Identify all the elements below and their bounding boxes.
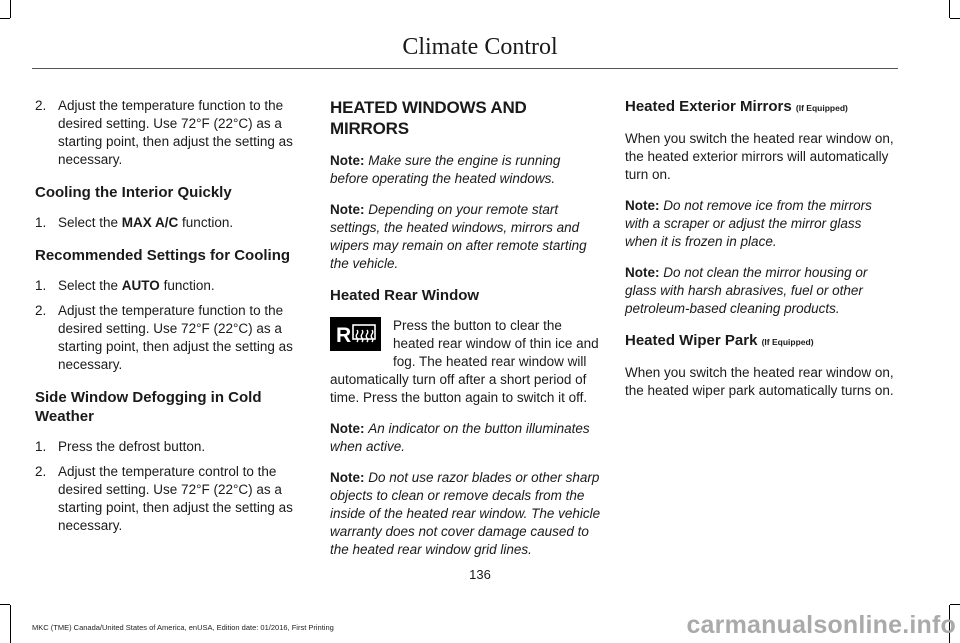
note [330,201,602,273]
page-title: Climate Control [402,34,558,60]
if-equipped-label: (If Equipped) [761,337,814,347]
note-text: Do not clean the mirror housing or glass with harsh abrasives, fuel or other petroleum-based cleaning products. [625,265,868,316]
note-text: Depending on your remote start settings, the heated windows, mirrors and wipers may remain on after remote starting the vehicle. [330,202,587,271]
note-text: Do not remove ice from the mirrors with a scraper or adjust the mirror glass when it is frozen in place. [625,198,872,249]
mirrors-paragraph: When you switch the heated rear window on, the heated exterior mirrors will automatically turn on. [625,131,894,182]
column-middle [330,97,602,572]
note-label: Note: [625,265,660,280]
crop-mark [950,18,960,19]
column-right [625,97,897,413]
note [330,420,602,456]
rear-defrost-icon [330,317,381,351]
step-text: Adjust the temperature function to the desired setting. Use 72°F (22°C) as a starting point, then adjust the setting as necessary. [58,303,293,372]
note-text: Make sure the engine is running before operating the heated windows. [330,153,561,186]
step-text: Adjust the temperature function to the desired setting. Use 72°F (22°C) as a starting point, then adjust the setting as necessary. [58,98,293,167]
wiper-paragraph: When you switch the heated rear window on, the heated wiper park automatically turns on. [625,365,894,398]
step-number: 2. [35,303,47,318]
step-text: Select the [58,215,122,230]
watermark: carmanualsonline.info [686,611,956,639]
note-label: Note: [330,153,365,168]
rear-window-text: Press the button to clear the heated rear window of thin ice and fog. The heated rear window will automatically turn off after a short period of time. Press the button again to switch it off. [330,318,599,405]
rear-window-paragraph [330,317,602,407]
step-number: 1. [35,215,47,230]
steps-list [35,214,307,232]
list-item [35,438,307,456]
note [625,264,897,318]
crop-mark [949,0,950,18]
step-text: function. [178,215,234,230]
crop-mark [0,604,10,605]
page-number: 136 [469,567,491,582]
list-item [35,302,307,374]
side-window-defogging-heading: Side Window Defogging in Cold Weather [35,389,262,425]
rear-defrost-icon-graphic [333,320,379,348]
heated-mirrors-heading [625,97,897,118]
step-number: 2. [35,98,47,113]
keyword: AUTO [121,278,160,293]
heading-text: Heated Exterior Mirrors [625,98,792,115]
heated-wiper-park-heading [625,331,897,352]
note-label: Note: [330,202,365,217]
step-number: 2. [35,464,47,479]
heading-text: Heated Wiper Park [625,332,758,349]
section-heading: HEATED WINDOWS AND MIRRORS [330,98,527,138]
list-item [35,277,307,295]
step-text: function. [159,278,215,293]
steps-list [35,438,307,535]
note-text: An indicator on the button illuminates when active. [330,421,590,454]
list-item [35,97,307,169]
crop-mark [0,18,10,19]
heated-rear-window-heading: Heated Rear Window [330,287,480,304]
column-left [35,97,307,549]
note [330,469,602,559]
note-label: Note: [625,198,660,213]
list-item [35,463,307,535]
step-number: 1. [35,439,47,454]
edition-footer: MKC (TME) Canada/United States of America, enUSA, Edition date: 01/2016, First Printing [32,623,334,632]
note-text: Do not use razor blades or other sharp objects to clean or remove decals from the inside of the heated rear window. The vehicle warranty does not cover damage caused to the heated rear window grid lines. [330,470,601,557]
steps-list [35,97,307,169]
step-text: Press the defrost button. [58,439,206,454]
step-text: Select the [58,278,122,293]
keyword: MAX A/C [121,215,179,230]
step-number: 1. [35,278,47,293]
svg-text:R: R [335,324,351,347]
note-label: Note: [330,421,365,436]
crop-mark [10,0,11,18]
cooling-quickly-heading: Cooling the Interior Quickly [35,184,232,201]
if-equipped-label: (If Equipped) [795,103,848,113]
list-item [35,214,307,232]
crop-mark [950,604,960,605]
note-label: Note: [330,470,365,485]
note [625,197,897,251]
crop-mark [10,605,11,643]
recommended-cooling-heading: Recommended Settings for Cooling [35,247,291,264]
header-divider [32,68,898,69]
note [330,152,602,188]
steps-list [35,277,307,374]
step-text: Adjust the temperature control to the desired setting. Use 72°F (22°C) as a starting point, then adjust the setting as necessary. [58,464,293,533]
